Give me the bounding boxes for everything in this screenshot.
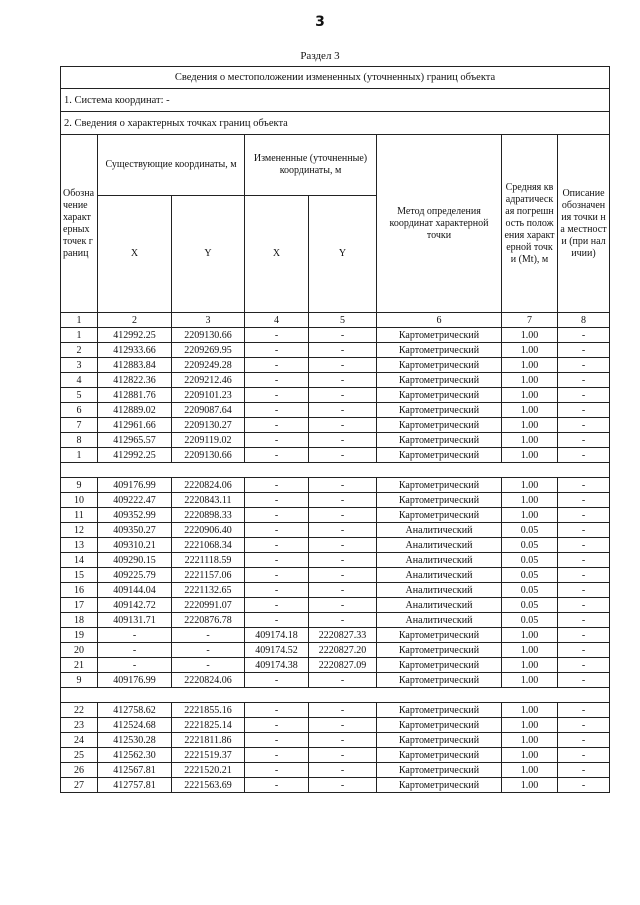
table-cell: 1.00	[502, 358, 558, 373]
table-cell: 2220843.11	[172, 493, 245, 508]
column-number: 1	[61, 313, 98, 328]
table-cell: -	[245, 478, 309, 493]
table-cell: 14	[61, 553, 98, 568]
table-row	[61, 568, 610, 583]
table-cell: -	[245, 673, 309, 688]
table-row	[61, 703, 610, 718]
table-cell: 412562.30	[98, 748, 172, 763]
table-row	[61, 493, 610, 508]
table-cell: 2221132.65	[172, 583, 245, 598]
table-cell: 2221157.06	[172, 568, 245, 583]
table-cell: 2209212.46	[172, 373, 245, 388]
table-cell: 1.00	[502, 658, 558, 673]
table-cell: 0.05	[502, 523, 558, 538]
table-cell: Картометрический	[377, 328, 502, 343]
table-cell: 1.00	[502, 508, 558, 523]
table-row	[61, 523, 610, 538]
table-cell: Картометрический	[377, 493, 502, 508]
column-number-row	[61, 313, 610, 328]
table-cell: -	[558, 388, 610, 403]
table-cell: -	[245, 433, 309, 448]
table-cell: Картометрический	[377, 373, 502, 388]
table-cell: 409310.21	[98, 538, 172, 553]
table-row	[61, 763, 610, 778]
table-cell: -	[309, 358, 377, 373]
column-number: 5	[309, 313, 377, 328]
table-cell: -	[245, 703, 309, 718]
table-cell: -	[558, 568, 610, 583]
table-cell: -	[245, 388, 309, 403]
table-cell: -	[558, 523, 610, 538]
table-cell: 412822.36	[98, 373, 172, 388]
table-cell: -	[558, 478, 610, 493]
table-cell: -	[245, 598, 309, 613]
table-cell: 409222.47	[98, 493, 172, 508]
table-cell: 2220827.20	[309, 643, 377, 658]
table-row	[61, 358, 610, 373]
table-cell: 412524.68	[98, 718, 172, 733]
table-cell: 412567.81	[98, 763, 172, 778]
table-row	[61, 403, 610, 418]
table-cell: -	[558, 643, 610, 658]
table-row	[61, 478, 610, 493]
table-cell: -	[98, 628, 172, 643]
table-cell: Картометрический	[377, 508, 502, 523]
table-cell: 1.00	[502, 373, 558, 388]
table-cell: 1.00	[502, 403, 558, 418]
group-separator	[61, 463, 610, 478]
table-cell: Аналитический	[377, 613, 502, 628]
table-cell: 412883.84	[98, 358, 172, 373]
table-cell: Картометрический	[377, 733, 502, 748]
table-cell: -	[558, 373, 610, 388]
table-row	[61, 733, 610, 748]
table-cell: -	[558, 403, 610, 418]
table-cell: Аналитический	[377, 553, 502, 568]
table-cell: -	[309, 703, 377, 718]
table-cell: -	[245, 448, 309, 463]
table-cell: -	[98, 643, 172, 658]
table-cell: 409142.72	[98, 598, 172, 613]
header-existing-coords: Существующие координаты, м	[98, 135, 245, 196]
group-separator	[61, 688, 610, 703]
table-cell: 1.00	[502, 433, 558, 448]
table-cell: 1.00	[502, 478, 558, 493]
table-cell: -	[309, 673, 377, 688]
table-cell: 1.00	[502, 493, 558, 508]
table-cell: 2221811.86	[172, 733, 245, 748]
table-cell: -	[309, 433, 377, 448]
table-cell: -	[309, 523, 377, 538]
table-cell: 23	[61, 718, 98, 733]
table-cell: -	[309, 373, 377, 388]
table-row	[61, 418, 610, 433]
table-cell: -	[245, 523, 309, 538]
table-cell: 409350.27	[98, 523, 172, 538]
table-cell: 1.00	[502, 733, 558, 748]
table-cell: 2220991.07	[172, 598, 245, 613]
table-cell: -	[98, 658, 172, 673]
table-cell: 412992.25	[98, 448, 172, 463]
table-cell: -	[309, 763, 377, 778]
table-cell: -	[558, 613, 610, 628]
table-cell: 412992.25	[98, 328, 172, 343]
table-cell: 15	[61, 568, 98, 583]
column-number: 6	[377, 313, 502, 328]
table-cell: -	[245, 358, 309, 373]
table-cell: 1	[61, 448, 98, 463]
table-cell: -	[245, 538, 309, 553]
table-cell: 2220876.78	[172, 613, 245, 628]
page-number: 3	[315, 14, 325, 30]
table-cell: 409176.99	[98, 478, 172, 493]
table-cell: 2209130.27	[172, 418, 245, 433]
table-row	[61, 538, 610, 553]
table-cell: 5	[61, 388, 98, 403]
table-row	[61, 673, 610, 688]
table-cell: -	[309, 418, 377, 433]
table-cell: -	[245, 763, 309, 778]
table-cell: 0.05	[502, 613, 558, 628]
table-cell: 2209249.28	[172, 358, 245, 373]
table-cell: -	[558, 358, 610, 373]
table-cell: 3	[61, 358, 98, 373]
table-cell: 409131.71	[98, 613, 172, 628]
table-cell: -	[558, 628, 610, 643]
table-cell: 25	[61, 748, 98, 763]
table-row	[61, 643, 610, 658]
table-cell: -	[558, 703, 610, 718]
table-cell: 2209130.66	[172, 328, 245, 343]
table-cell: Картометрический	[377, 748, 502, 763]
table-cell: -	[558, 448, 610, 463]
table-cell: -	[558, 718, 610, 733]
table-cell: 409352.99	[98, 508, 172, 523]
table-cell: 16	[61, 583, 98, 598]
table-cell: 27	[61, 778, 98, 793]
table-row	[61, 583, 610, 598]
table-row	[61, 658, 610, 673]
table-cell: 12	[61, 523, 98, 538]
header-method: Метод определения координат характерной точки	[377, 135, 502, 313]
table-cell: Аналитический	[377, 568, 502, 583]
table-cell: 412881.76	[98, 388, 172, 403]
table-cell: -	[309, 493, 377, 508]
table-cell: Аналитический	[377, 598, 502, 613]
table-cell: 21	[61, 658, 98, 673]
table-cell: 1.00	[502, 778, 558, 793]
table-cell: 1.00	[502, 673, 558, 688]
table-cell: 412889.02	[98, 403, 172, 418]
table-cell: 19	[61, 628, 98, 643]
table-cell: 412758.62	[98, 703, 172, 718]
table-cell: 2221855.16	[172, 703, 245, 718]
table-cell: Картометрический	[377, 358, 502, 373]
table-cell: 412757.81	[98, 778, 172, 793]
table-cell: -	[309, 718, 377, 733]
table-title: Сведения о местоположении измененных (уточненных) границ объекта	[61, 67, 610, 89]
table-cell: Картометрический	[377, 778, 502, 793]
table-cell: -	[309, 343, 377, 358]
table-cell: Аналитический	[377, 538, 502, 553]
table-cell: 0.05	[502, 553, 558, 568]
table-cell: -	[558, 598, 610, 613]
header-changed-y: Y	[309, 196, 377, 313]
table-cell: Картометрический	[377, 448, 502, 463]
table-cell: 2209087.64	[172, 403, 245, 418]
table-cell: 2220824.06	[172, 478, 245, 493]
table-cell: -	[245, 403, 309, 418]
table-cell: -	[309, 748, 377, 763]
table-row	[61, 598, 610, 613]
table-row	[61, 343, 610, 358]
table-cell: 2221118.59	[172, 553, 245, 568]
table-cell: 2221520.21	[172, 763, 245, 778]
table-cell: -	[558, 433, 610, 448]
table-cell: 0.05	[502, 583, 558, 598]
table-cell: 1.00	[502, 448, 558, 463]
table-cell: Аналитический	[377, 523, 502, 538]
table-cell: 1	[61, 328, 98, 343]
table-cell: 13	[61, 538, 98, 553]
table-cell: -	[309, 613, 377, 628]
table-cell: -	[558, 328, 610, 343]
table-cell: 9	[61, 478, 98, 493]
table-cell: 20	[61, 643, 98, 658]
table-cell: Аналитический	[377, 583, 502, 598]
table-row	[61, 373, 610, 388]
table-cell: Картометрический	[377, 643, 502, 658]
table-cell: -	[309, 403, 377, 418]
table-cell: 1.00	[502, 418, 558, 433]
table-cell: -	[558, 508, 610, 523]
boundary-points-table	[60, 66, 610, 793]
table-cell: -	[245, 778, 309, 793]
table-cell: 1.00	[502, 328, 558, 343]
table-row	[61, 388, 610, 403]
table-cell: 2221519.37	[172, 748, 245, 763]
table-cell: 409290.15	[98, 553, 172, 568]
table-row	[61, 778, 610, 793]
table-cell: -	[558, 493, 610, 508]
table-cell: -	[309, 448, 377, 463]
table-cell: 2220827.09	[309, 658, 377, 673]
column-number: 2	[98, 313, 172, 328]
table-cell: Картометрический	[377, 658, 502, 673]
table-cell: -	[558, 658, 610, 673]
table-cell: 2221068.34	[172, 538, 245, 553]
table-cell: 2	[61, 343, 98, 358]
table-cell: -	[172, 628, 245, 643]
table-cell: -	[245, 343, 309, 358]
table-cell: 1.00	[502, 343, 558, 358]
table-cell: 1.00	[502, 763, 558, 778]
table-cell: 18	[61, 613, 98, 628]
table-cell: 2221563.69	[172, 778, 245, 793]
table-cell: 2221825.14	[172, 718, 245, 733]
table-cell: 2209269.95	[172, 343, 245, 358]
table-cell: 2220906.40	[172, 523, 245, 538]
table-cell: 2209130.66	[172, 448, 245, 463]
table-cell: 2209119.02	[172, 433, 245, 448]
table-cell: Картометрический	[377, 478, 502, 493]
table-cell: 22	[61, 703, 98, 718]
table-cell: Картометрический	[377, 718, 502, 733]
table-cell: -	[558, 553, 610, 568]
table-row	[61, 433, 610, 448]
table-cell: -	[558, 418, 610, 433]
table-cell: 7	[61, 418, 98, 433]
header-existing-y: Y	[172, 196, 245, 313]
table-cell: 1.00	[502, 748, 558, 763]
table-cell: -	[309, 568, 377, 583]
table-cell: 412961.66	[98, 418, 172, 433]
header-designation: Обозначение характерных точек границ	[61, 135, 98, 313]
table-cell: -	[309, 733, 377, 748]
table-cell: 11	[61, 508, 98, 523]
table-row	[61, 448, 610, 463]
table-cell: -	[309, 583, 377, 598]
table-cell: 409174.18	[245, 628, 309, 643]
table-cell: 1.00	[502, 718, 558, 733]
header-description: Описание обозначения точки на местности (при наличии)	[558, 135, 610, 313]
table-cell: 412965.57	[98, 433, 172, 448]
table-cell: 9	[61, 673, 98, 688]
table-cell: -	[558, 748, 610, 763]
table-cell: Картометрический	[377, 628, 502, 643]
table-cell: 1.00	[502, 628, 558, 643]
table-cell: -	[245, 613, 309, 628]
table-cell: -	[245, 748, 309, 763]
table-cell: -	[558, 583, 610, 598]
column-number: 8	[558, 313, 610, 328]
table-cell: 0.05	[502, 538, 558, 553]
table-cell: -	[309, 778, 377, 793]
table-cell: 0.05	[502, 568, 558, 583]
table-cell: 2220824.06	[172, 673, 245, 688]
table-cell: 412933.66	[98, 343, 172, 358]
column-number: 4	[245, 313, 309, 328]
table-cell: -	[309, 538, 377, 553]
points-heading: 2. Сведения о характерных точках границ объекта	[61, 112, 610, 135]
header-changed-coords: Измененные (уточненные) координаты, м	[245, 135, 377, 196]
table-cell: -	[245, 568, 309, 583]
table-cell: -	[558, 763, 610, 778]
table-cell: 8	[61, 433, 98, 448]
table-cell: 409225.79	[98, 568, 172, 583]
table-cell: -	[309, 388, 377, 403]
table-cell: -	[245, 553, 309, 568]
table-row	[61, 718, 610, 733]
table-cell: 1.00	[502, 703, 558, 718]
table-cell: -	[245, 373, 309, 388]
table-cell: 26	[61, 763, 98, 778]
coordinate-system: 1. Система координат: -	[61, 89, 610, 112]
table-cell: -	[309, 328, 377, 343]
table-cell: 409144.04	[98, 583, 172, 598]
table-row	[61, 613, 610, 628]
table-cell: Картометрический	[377, 703, 502, 718]
table-cell: -	[558, 733, 610, 748]
table-cell: 1.00	[502, 388, 558, 403]
table-cell: -	[172, 643, 245, 658]
table-row	[61, 553, 610, 568]
table-cell: 0.05	[502, 598, 558, 613]
table-row	[61, 748, 610, 763]
table-cell: -	[245, 583, 309, 598]
header-existing-x: X	[98, 196, 172, 313]
table-cell: Картометрический	[377, 433, 502, 448]
table-cell: -	[245, 328, 309, 343]
table-row	[61, 508, 610, 523]
table-cell: 2220898.33	[172, 508, 245, 523]
table-cell: -	[245, 508, 309, 523]
table-cell: -	[245, 733, 309, 748]
table-cell: 6	[61, 403, 98, 418]
table-cell: 2220827.33	[309, 628, 377, 643]
table-cell: Картометрический	[377, 388, 502, 403]
column-number: 3	[172, 313, 245, 328]
table-cell: -	[309, 598, 377, 613]
table-cell: -	[172, 658, 245, 673]
table-cell: -	[309, 508, 377, 523]
column-number: 7	[502, 313, 558, 328]
table-cell: -	[245, 418, 309, 433]
table-cell: -	[558, 673, 610, 688]
table-cell: -	[245, 493, 309, 508]
table-cell: -	[309, 478, 377, 493]
table-row	[61, 328, 610, 343]
section-label: Раздел 3	[300, 50, 340, 62]
table-cell: -	[245, 718, 309, 733]
table-cell: Картометрический	[377, 343, 502, 358]
table-cell: 17	[61, 598, 98, 613]
table-cell: 10	[61, 493, 98, 508]
table-cell: Картометрический	[377, 418, 502, 433]
table-row	[61, 628, 610, 643]
table-cell: 4	[61, 373, 98, 388]
table-cell: 412530.28	[98, 733, 172, 748]
table-cell: 24	[61, 733, 98, 748]
table-cell: -	[558, 343, 610, 358]
table-cell: Картометрический	[377, 673, 502, 688]
table-cell: Картометрический	[377, 403, 502, 418]
table-cell: -	[558, 538, 610, 553]
table-cell: 1.00	[502, 643, 558, 658]
table-cell: -	[309, 553, 377, 568]
table-cell: Картометрический	[377, 763, 502, 778]
table-cell: 409174.38	[245, 658, 309, 673]
header-error: Средняя квадратическая погрешность положения характерной точки (Mt), м	[502, 135, 558, 313]
table-cell: -	[558, 778, 610, 793]
table-cell: 409174.52	[245, 643, 309, 658]
table-cell: 2209101.23	[172, 388, 245, 403]
table-cell: 409176.99	[98, 673, 172, 688]
header-changed-x: X	[245, 196, 309, 313]
